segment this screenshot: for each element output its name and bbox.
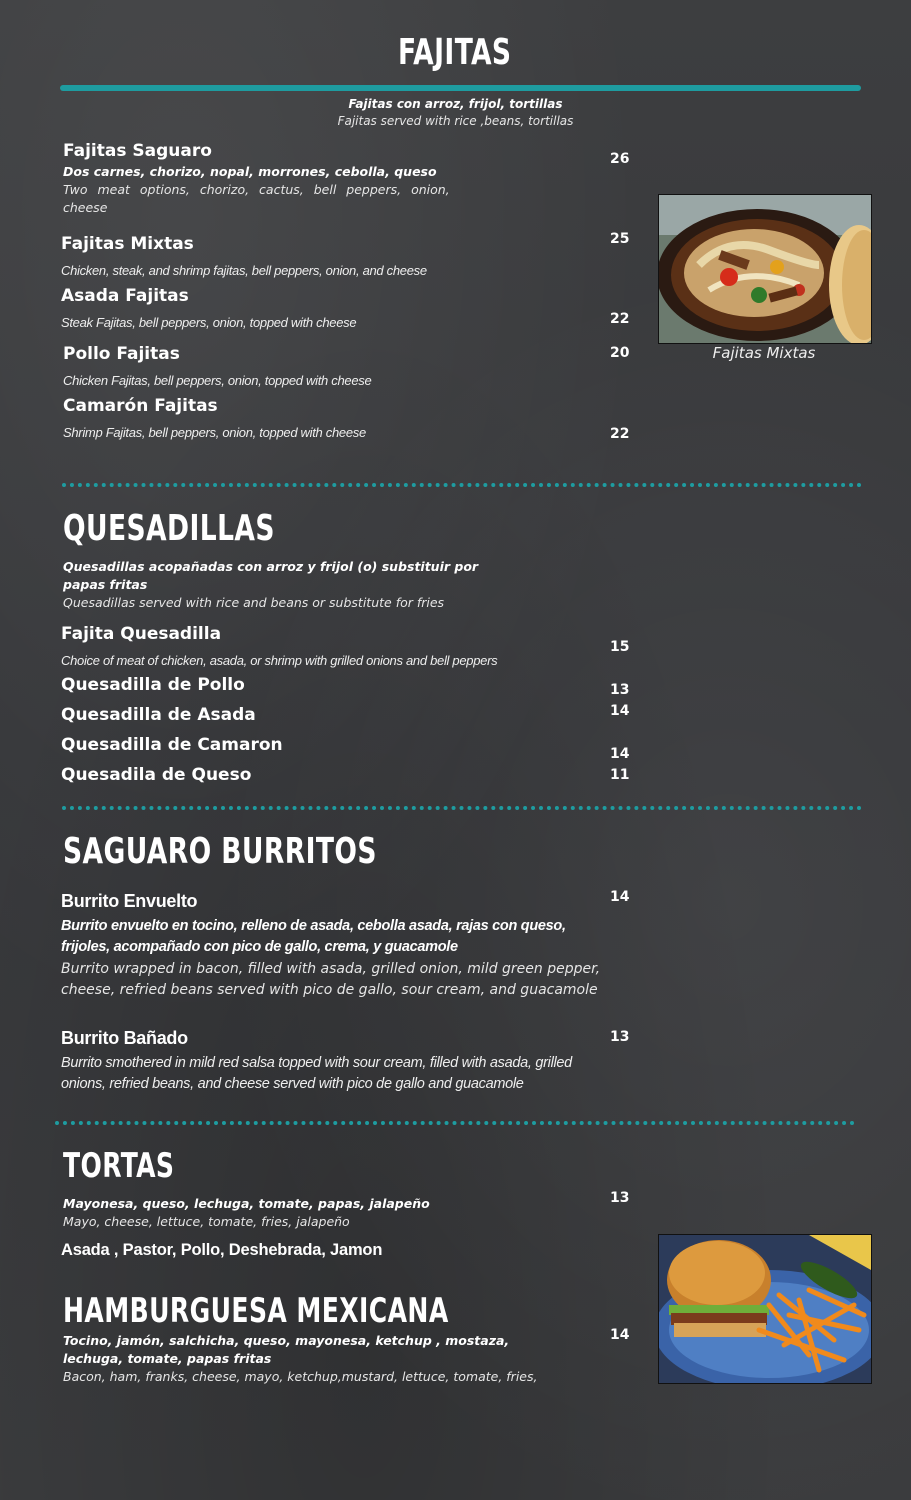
item-desc-en: cheese bbox=[63, 200, 108, 215]
item-fajita-quesadilla: Fajita Quesadilla bbox=[61, 624, 222, 644]
item-price: 20 bbox=[610, 345, 630, 361]
hamburguesa-desc-es: lechuga, tomate, papas fritas bbox=[63, 1351, 272, 1366]
item-price: 26 bbox=[610, 151, 630, 167]
fajitas-underline bbox=[60, 85, 861, 91]
item-price: 22 bbox=[610, 426, 630, 442]
item-price: 11 bbox=[610, 767, 630, 783]
hamburguesa-desc-en: Bacon, ham, franks, cheese, mayo, ketchup,mustard, lettuce, tomate, fries, bbox=[63, 1369, 538, 1384]
fajitas-photo bbox=[658, 194, 872, 344]
item-fajitas-mixtas: Fajitas Mixtas bbox=[61, 234, 194, 254]
hamburguesa-desc-es: Tocino, jamón, salchicha, queso, mayonesa, ketchup , mostaza, bbox=[63, 1333, 510, 1348]
quesadillas-title: QUESADILLAS bbox=[63, 508, 275, 549]
item-asada-fajitas: Asada Fajitas bbox=[61, 286, 189, 306]
quesadillas-subtitle-en: Quesadillas served with rice and beans or substitute for fries bbox=[63, 595, 445, 610]
item-desc: onions, refried beans, and cheese served with pico de gallo and guacamole bbox=[61, 1076, 524, 1092]
item-desc-en: Two meat options, chorizo, cactus, bell peppers, onion, bbox=[63, 182, 450, 197]
item-burrito-envuelto: Burrito Envuelto bbox=[61, 891, 198, 911]
item-camaron-fajitas: Camarón Fajitas bbox=[63, 396, 218, 416]
item-price: 13 bbox=[610, 1029, 630, 1045]
item-pollo-fajitas: Pollo Fajitas bbox=[63, 344, 180, 364]
section-divider bbox=[62, 483, 862, 487]
item-desc-en: Burrito wrapped in bacon, filled with asada, grilled onion, mild green pepper, bbox=[61, 961, 601, 977]
fajitas-photo-caption: Fajitas Mixtas bbox=[712, 344, 816, 362]
item-price: 13 bbox=[610, 682, 630, 698]
item-desc-en: cheese, refried beans served with pico de gallo, sour cream, and guacamole bbox=[61, 982, 598, 998]
fajitas-subtitle-es: Fajitas con arroz, frijol, tortillas bbox=[348, 97, 563, 111]
burger-photo bbox=[658, 1234, 872, 1384]
quesadillas-subtitle-es: papas fritas bbox=[63, 577, 148, 592]
item-price: 14 bbox=[610, 889, 630, 905]
item-desc: Burrito smothered in mild red salsa topped with sour cream, filled with asada, grilled bbox=[61, 1055, 572, 1071]
item-price: 14 bbox=[610, 703, 630, 719]
item-desc: Chicken Fajitas, bell peppers, onion, topped with cheese bbox=[63, 373, 372, 388]
section-divider bbox=[55, 1121, 855, 1125]
hamburguesa-title: HAMBURGUESA MEXICANA bbox=[63, 1291, 449, 1331]
fajitas-subtitle-en: Fajitas served with rice ,beans, tortillas bbox=[337, 114, 574, 128]
section-divider bbox=[62, 806, 862, 810]
item-quesadilla-asada: Quesadilla de Asada bbox=[61, 705, 256, 725]
item-desc: Shrimp Fajitas, bell peppers, onion, topped with cheese bbox=[63, 425, 366, 440]
tortas-desc-en: Mayo, cheese, lettuce, tomate, fries, jalapeño bbox=[63, 1214, 350, 1229]
item-price: 15 bbox=[610, 639, 630, 655]
item-fajitas-saguaro: Fajitas Saguaro bbox=[63, 141, 212, 161]
tortas-price: 13 bbox=[610, 1190, 630, 1206]
quesadillas-subtitle-es: Quesadillas acopañadas con arroz y frijol (o) substituir por bbox=[63, 559, 479, 574]
item-burrito-banado: Burrito Bañado bbox=[61, 1028, 188, 1048]
tortas-options: Asada , Pastor, Pollo, Deshebrada, Jamon bbox=[61, 1241, 383, 1259]
item-price: 14 bbox=[610, 746, 630, 762]
item-desc: Choice of meat of chicken, asada, or shrimp with grilled onions and bell peppers bbox=[61, 653, 498, 668]
item-desc-es: Burrito envuelto en tocino, relleno de asada, cebolla asada, rajas con queso, bbox=[61, 918, 566, 934]
item-quesadilla-camaron: Quesadilla de Camaron bbox=[61, 735, 283, 755]
item-price: 25 bbox=[610, 231, 630, 247]
item-desc-es: Dos carnes, chorizo, nopal, morrones, cebolla, queso bbox=[63, 164, 437, 179]
item-desc: Chicken, steak, and shrimp fajitas, bell peppers, onion, and cheese bbox=[61, 263, 427, 278]
hamburguesa-price: 14 bbox=[610, 1327, 630, 1343]
burritos-title: SAGUARO BURRITOS bbox=[63, 831, 377, 872]
item-desc-es: frijoles, acompañado con pico de gallo, crema, y guacamole bbox=[61, 939, 458, 955]
tortas-title: TORTAS bbox=[63, 1146, 175, 1186]
tortas-desc-es: Mayonesa, queso, lechuga, tomate, papas, jalapeño bbox=[63, 1196, 430, 1211]
item-quesadilla-pollo: Quesadilla de Pollo bbox=[61, 675, 245, 695]
fajitas-title: FAJITAS bbox=[398, 32, 512, 73]
item-price: 22 bbox=[610, 311, 630, 327]
item-quesadila-queso: Quesadila de Queso bbox=[61, 765, 252, 785]
item-desc: Steak Fajitas, bell peppers, onion, topped with cheese bbox=[61, 315, 357, 330]
